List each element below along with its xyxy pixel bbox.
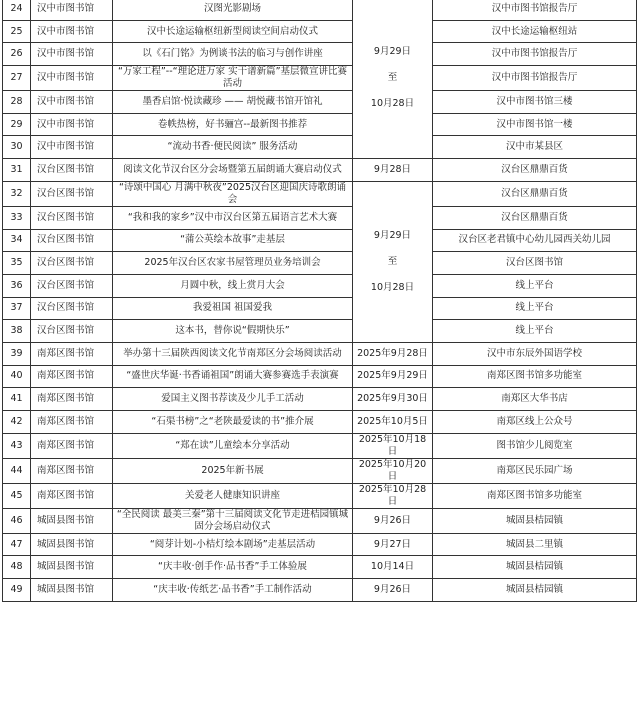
venue-cell: 汉台区鼎鼎百货	[433, 181, 637, 206]
date-cell: 9月28日	[353, 159, 433, 182]
activity-cell: 月圆中秋，线上赏月大会	[113, 274, 353, 297]
activity-cell: 2025年新书展	[113, 458, 353, 483]
venue-cell: 城固县桔园镇	[433, 579, 637, 602]
activity-cell: 汉中长途运输枢纽新型阅读空间启动仪式	[113, 20, 353, 43]
row-number: 31	[3, 159, 31, 182]
row-number: 48	[3, 556, 31, 579]
activity-cell: 这本书，替你说“假期快乐”	[113, 320, 353, 343]
table-row	[3, 342, 637, 365]
table-row	[3, 274, 637, 297]
activity-cell: “诗颂中国心 月满中秋夜”2025汉台区迎国庆诗歌朗诵会	[113, 181, 353, 206]
table-row	[3, 556, 637, 579]
table-body	[3, 0, 637, 601]
activity-cell: 以《石门铭》为例谈书法的临习与创作讲座	[113, 43, 353, 66]
venue-cell: 城固县二里镇	[433, 533, 637, 556]
table-row	[3, 0, 637, 20]
row-number: 45	[3, 483, 31, 508]
date-cell: 2025年10月5日	[353, 411, 433, 434]
table-row	[3, 91, 637, 114]
venue-cell: 图书馆少儿阅览室	[433, 433, 637, 458]
venue-cell: 汉中长途运输枢纽站	[433, 20, 637, 43]
row-number: 24	[3, 0, 31, 20]
library-cell: 汉中市图书馆	[31, 136, 113, 159]
table-row	[3, 252, 637, 275]
activity-cell: “我和我的家乡”汉中市汉台区第五届语言艺术大赛	[113, 206, 353, 229]
table-row	[3, 533, 637, 556]
library-cell: 汉台区图书馆	[31, 229, 113, 252]
row-number: 26	[3, 43, 31, 66]
venue-cell: 汉中市图书馆报告厅	[433, 66, 637, 91]
venue-cell: 汉中市图书馆报告厅	[433, 43, 637, 66]
library-cell: 汉中市图书馆	[31, 113, 113, 136]
table-row	[3, 297, 637, 320]
library-cell: 汉中市图书馆	[31, 66, 113, 91]
activity-cell: “石渠书榜”之“老陕最爱读的书”推介展	[113, 411, 353, 434]
table-row	[3, 365, 637, 388]
row-number: 36	[3, 274, 31, 297]
library-cell: 南郑区图书馆	[31, 342, 113, 365]
table-row	[3, 508, 637, 533]
table-row	[3, 159, 637, 182]
date-cell: 9月26日	[353, 508, 433, 533]
row-number: 38	[3, 320, 31, 343]
table-row	[3, 320, 637, 343]
date-range-start: 9月29日	[373, 229, 412, 241]
row-number: 27	[3, 66, 31, 91]
table-row	[3, 181, 637, 206]
venue-cell: 汉台区鼎鼎百货	[433, 206, 637, 229]
venue-cell: 南郑区线上公众号	[433, 411, 637, 434]
date-cell: 2025年10月28日	[353, 483, 433, 508]
library-cell: 南郑区图书馆	[31, 388, 113, 411]
date-range-start: 9月29日	[373, 46, 412, 58]
library-cell: 汉台区图书馆	[31, 320, 113, 343]
library-cell: 汉中市图书馆	[31, 43, 113, 66]
venue-cell: 城固县桔园镇	[433, 556, 637, 579]
library-cell: 城固县图书馆	[31, 556, 113, 579]
library-cell: 南郑区图书馆	[31, 411, 113, 434]
venue-cell: 汉中市某县区	[433, 136, 637, 159]
activity-cell: “郑在读”儿童绘本分享活动	[113, 433, 353, 458]
date-cell: 9月26日	[353, 579, 433, 602]
row-number: 43	[3, 433, 31, 458]
row-number: 39	[3, 342, 31, 365]
table-row	[3, 66, 637, 91]
table-row	[3, 113, 637, 136]
table-row	[3, 433, 637, 458]
date-cell: 10月14日	[353, 556, 433, 579]
library-cell: 汉台区图书馆	[31, 252, 113, 275]
date-cell: 2025年10月18日	[353, 433, 433, 458]
table-row	[3, 136, 637, 159]
library-cell: 汉台区图书馆	[31, 297, 113, 320]
activity-cell: “全民阅读 最美三秦”第十三届阅读文化节走进桔园镇城固分会场启动仪式	[113, 508, 353, 533]
venue-cell: 线上平台	[433, 274, 637, 297]
row-number: 40	[3, 365, 31, 388]
row-number: 49	[3, 579, 31, 602]
venue-cell: 南郑区图书馆多功能室	[433, 365, 637, 388]
row-number: 46	[3, 508, 31, 533]
row-number: 35	[3, 252, 31, 275]
row-number: 30	[3, 136, 31, 159]
row-number: 44	[3, 458, 31, 483]
activity-table	[2, 0, 637, 602]
venue-cell: 线上平台	[433, 297, 637, 320]
library-cell: 汉中市图书馆	[31, 0, 113, 20]
table-row	[3, 43, 637, 66]
library-cell: 南郑区图书馆	[31, 433, 113, 458]
date-range-end: 10月28日	[370, 281, 415, 293]
library-cell: 南郑区图书馆	[31, 365, 113, 388]
activity-cell: 汉图光影剧场	[113, 0, 353, 20]
library-cell: 汉台区图书馆	[31, 159, 113, 182]
library-cell: 汉中市图书馆	[31, 20, 113, 43]
venue-cell: 南郑区图书馆多功能室	[433, 483, 637, 508]
venue-cell: 汉中市图书馆三楼	[433, 91, 637, 114]
row-number: 29	[3, 113, 31, 136]
date-cell: 2025年9月28日	[353, 342, 433, 365]
activity-cell: 关爱老人健康知识讲座	[113, 483, 353, 508]
row-number: 42	[3, 411, 31, 434]
table-row	[3, 206, 637, 229]
table-row	[3, 411, 637, 434]
activity-cell: “盛世庆华诞·书香诵祖国”朗诵大赛参赛选手表演赛	[113, 365, 353, 388]
venue-cell: 南郑区大华书店	[433, 388, 637, 411]
venue-cell: 汉中市图书馆一楼	[433, 113, 637, 136]
date-cell: 2025年10月20日	[353, 458, 433, 483]
activity-cell: “庆丰收·创手作·品书香”手工体验展	[113, 556, 353, 579]
date-range-cell	[353, 0, 433, 159]
date-range-to: 至	[387, 255, 398, 267]
row-number: 25	[3, 20, 31, 43]
activity-cell: “蒲公英绘本故事”走基层	[113, 229, 353, 252]
table-row	[3, 483, 637, 508]
library-cell: 汉中市图书馆	[31, 91, 113, 114]
venue-cell: 汉台区图书馆	[433, 252, 637, 275]
table-row	[3, 388, 637, 411]
venue-cell: 南郑区民乐园广场	[433, 458, 637, 483]
date-cell: 9月27日	[353, 533, 433, 556]
activity-cell: “庆丰收·传纸艺·品书香”手工制作活动	[113, 579, 353, 602]
row-number: 33	[3, 206, 31, 229]
venue-cell: 城固县桔园镇	[433, 508, 637, 533]
activity-cell: 爱国主义图书荐读及少儿手工活动	[113, 388, 353, 411]
table-row	[3, 20, 637, 43]
activity-cell: 举办第十三届陕西阅读文化节南郑区分会场阅读活动	[113, 342, 353, 365]
table-row	[3, 458, 637, 483]
row-number: 47	[3, 533, 31, 556]
row-number: 32	[3, 181, 31, 206]
activity-cell: “阅芽计划-小桔灯绘本剧场”走基层活动	[113, 533, 353, 556]
library-cell: 城固县图书馆	[31, 533, 113, 556]
row-number: 37	[3, 297, 31, 320]
date-cell: 2025年9月29日	[353, 365, 433, 388]
row-number: 34	[3, 229, 31, 252]
venue-cell: 汉中市东辰外国语学校	[433, 342, 637, 365]
venue-cell: 汉台区老君镇中心幼儿园西关幼儿园	[433, 229, 637, 252]
venue-cell: 汉台区鼎鼎百货	[433, 159, 637, 182]
venue-cell: 线上平台	[433, 320, 637, 343]
library-cell: 南郑区图书馆	[31, 483, 113, 508]
date-cell: 2025年9月30日	[353, 388, 433, 411]
table-row	[3, 579, 637, 602]
date-range-cell	[353, 181, 433, 342]
library-cell: 城固县图书馆	[31, 579, 113, 602]
row-number: 41	[3, 388, 31, 411]
table-row	[3, 229, 637, 252]
activity-cell: 卷帙热榜，好书骊宫--最新图书推荐	[113, 113, 353, 136]
library-cell: 城固县图书馆	[31, 508, 113, 533]
date-range-end: 10月28日	[370, 98, 415, 110]
activity-cell: 墨香启馆·悦读藏珍 —— 胡悦藏书馆开馆礼	[113, 91, 353, 114]
library-cell: 汉台区图书馆	[31, 274, 113, 297]
activity-cell: 阅读文化节汉台区分会场暨第五届朗诵大赛启动仪式	[113, 159, 353, 182]
activity-cell: 2025年汉台区农家书屋管理员业务培训会	[113, 252, 353, 275]
activity-cell: “万家工程”--“理论进万家 实干谱新篇”基层微宣讲比赛活动	[113, 66, 353, 91]
library-cell: 南郑区图书馆	[31, 458, 113, 483]
activity-cell: “流动书香·便民阅读” 服务活动	[113, 136, 353, 159]
date-range-to: 至	[387, 72, 398, 84]
activity-cell: 我爱祖国 祖国爱我	[113, 297, 353, 320]
library-cell: 汉台区图书馆	[31, 181, 113, 206]
venue-cell: 汉中市图书馆报告厅	[433, 0, 637, 20]
row-number: 28	[3, 91, 31, 114]
library-cell: 汉台区图书馆	[31, 206, 113, 229]
